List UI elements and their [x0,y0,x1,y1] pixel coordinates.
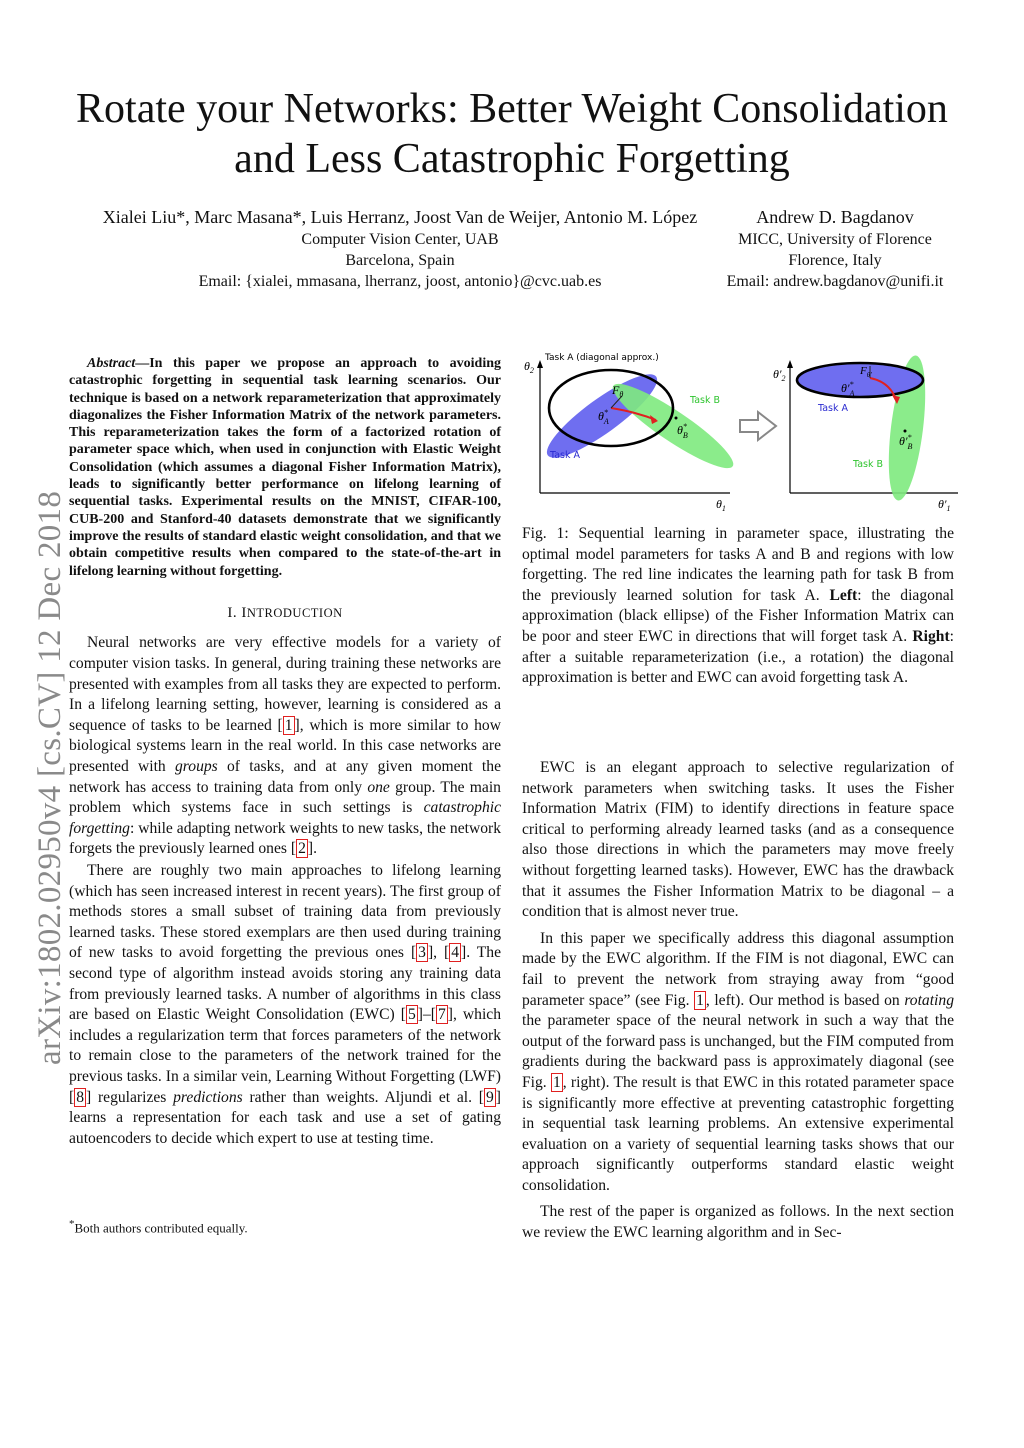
axis-label-theta2-right: $\theta'_2$ [773,367,786,383]
task-b-label-left: Task B [690,395,721,406]
title-line-2: and Less Catastrophic Forgetting [234,136,790,182]
figure-link[interactable]: 1 [696,991,704,1009]
email-left: Email: {xialei, mmasana, lherranz, joost, antonio}@cvc.uab.es [198,273,602,290]
intro-paragraph-1: Neural networks are very effective models for a variety of computer vision tasks. In general, during training these networks are presented with examples from all tasks they are expected to perform. In a lifelong learning setting, however, learning is considered as a sequence of tasks to be learned [ 1 ], which is more similar to how biological systems learn in the real world. In this case networks are presented with groups of tasks, and at any given moment the network has access to training data from only one group. The main problem which systems face in such settings is catastrophic forgetting: while adapting network weights to new tasks, the network forgets the previously learned ones [ 2 ]. [69,634,501,858]
email-right: Email: andrew.bagdanov@unifi.it [726,273,944,290]
affiliation-left: Computer Vision Center, UAB [301,231,499,248]
section-title: INTRODUCTION [241,604,343,621]
author-names-right: Andrew D. Bagdanov [756,207,914,227]
task-b-ellipse-left [605,373,741,478]
theta-b-point-left [675,417,678,420]
theta-a-label-left: θ* A [598,408,609,426]
abstract-text: —In this paper we propose an approach to avoiding catastrophic forgetting in sequential task learning scenarios. Our technique is based on a network reparameterization that approximately diagonalizes the Fisher Information Matrix of the network parameters. This reparameterization takes the form of a factorized rotation of parameter space which, when used in conjunction with Elastic Weight Consolidation (which assumes a diagonal Fisher Information Matrix), leads to significantly better performance on lifelong learning of sequential tasks. Experimental results on the MNIST, CIFAR-100, CUB-200 and Stanford-40 datasets demonstrate that we significantly improve the results of standard elastic weight consolidation, and that we obtain competitive results when compared to the state-of-the-art in lifelong learning without forgetting. [69,356,501,579]
axis-arrow-up-left [537,360,543,368]
right-paragraph-1: EWC is an elegant approach to selective regularization of network parameters when switching tasks. It uses the Fisher Information Matrix (FIM) to identify directions in feature space critical to performing already learned tasks (and as a consequence also those directions in which the parameters may move freely without forgetting learned tasks). However, EWC has the drawback that it assumes the Fisher Information Matrix to be diagonal – a condition that is almost never true. [522,759,954,921]
citation-link[interactable]: 9 [485,1088,494,1106]
theta-b-label-left: θ* B [677,422,688,440]
axis-label-theta1-left: $\theta_1$ [716,497,726,513]
fisher-label-right: $F_{\theta'}$ [860,365,872,379]
paper-title [40,84,984,184]
location-right: Florence, Italy [788,252,882,269]
axis-arrow-up-right [787,360,793,368]
citation-link[interactable]: 4 [451,944,459,962]
figure-1-diagram [518,348,958,520]
authors-micc [710,206,960,292]
title-line-1: Rotate your Networks: Better Weight Consolidation [76,86,948,132]
rotation-arrow [740,412,776,440]
theta-b-point-right [904,430,907,433]
citation-link[interactable]: 1 [284,716,293,734]
task-a-label-left: Task A [550,450,581,461]
author-names-left: Xialei Liu*, Marc Masana*, Luis Herranz, Joost Van de Weijer, Antonio M. López [102,207,698,227]
axis-label-theta2-left: $\theta_2$ [524,359,534,375]
affiliation-right: MICC, University of Florence [738,231,932,248]
citation-link[interactable]: 3 [418,944,426,962]
footnote: *Both authors contributed equally. [69,1218,248,1236]
figure-link[interactable]: 1 [552,1073,561,1091]
citation-link[interactable]: 2 [298,840,306,858]
intro-paragraph-2: There are roughly two main approaches to lifelong learning (which has seen increased interest in recent years). The first group of methods stores a small subset of training data from previously learned tasks. These stored exemplars are then used during training of new tasks to avoid forgetting the previous ones [ 3 ], [ 4 ]. The second type of algorithm instead avoids storing any training data from previously learned tasks. A number of algorithms in this class are based on Elastic Weight Consolidation (EWC) [ 5 ]–[ 7 ], which includes a regularization term that forces parameters of the network to remain close to the parameters of the network trained for the previous tasks. In a similar vein, Learning Without Forgetting (LWF) [ 8 ] regularizes predictions rather than weights. Aljundi et al. [ 9 ] learns a representation for each task and use a set of gating autoencoders to decide which expert to use at testing time. [69,861,501,1147]
arxiv-identifier: arXiv:1802.02950v4 [cs.CV] 12 Dec 2018 [32,490,68,1065]
theta-a-label-right: θ′* A [841,380,855,398]
left-column [69,355,501,1149]
hollow-arrow-icon [740,412,776,440]
section-heading-introduction [69,603,501,624]
task-b-label-right: Task B [853,459,884,470]
abstract-lead: Abstract [87,356,136,371]
section-number: I. [227,604,238,621]
fisher-label-left: $F_\theta$ [612,383,624,399]
location-left: Barcelona, Spain [345,252,455,269]
left-panel [524,353,741,513]
authors-cvc [60,206,740,292]
axis-label-theta1-right: $\theta'_1$ [938,497,951,513]
right-paragraph-2: In this paper we specifically address this diagonal assumption made by the EWC algorithm. If the FIM is not diagonal, EWC can fail to prevent the network from straying away from “good parameter space” (see Fig. 1 , left). Our method is based on rotating the parameter space of the neural network in such a way that the output of the forward pass is unchanged, but the FIM computed from gradients during the backward pass is approximately diagonal (see Fig. 1 , right). The result is that EWC in this rotated parameter space is significantly more effective at preventing catastrophic forgetting in sequential task learning problems. An extensive experimental evaluation on a variety of sequential learning tasks shows that our approach significantly outperforms standard elastic weight consolidation. [522,929,954,1194]
theta-b-label-right: θ′* B [899,433,913,451]
task-a-label-right: Task A [818,403,849,414]
citation-link[interactable]: 5 [407,1006,416,1024]
right-paragraph-3: The rest of the paper is organized as follows. In the next section we review the EWC learning algorithm and in Sec- [522,1203,954,1242]
figure-1-caption: Fig. 1: Sequential learning in parameter space, illustrating the optimal model parameters for tasks A and B and regions with low forgetting. The red line indicates the learning path for task B from the previously learned solution for task A. Left: the diagonal approximation (black ellipse) of the Fisher Information Matrix can be poor and steer EWC in directions that will forget task A. Right: after a suitable reparameterization (i.e., a rotation) the diagonal approximation is better and EWC can avoid forgetting task A. [522,525,954,687]
right-column-body [522,758,954,1244]
citation-link[interactable]: 7 [437,1006,446,1024]
left-panel-title: Task A (diagonal approx.) [545,353,659,363]
abstract [69,355,501,580]
citation-link[interactable]: 8 [76,1088,84,1106]
right-panel [773,354,958,513]
